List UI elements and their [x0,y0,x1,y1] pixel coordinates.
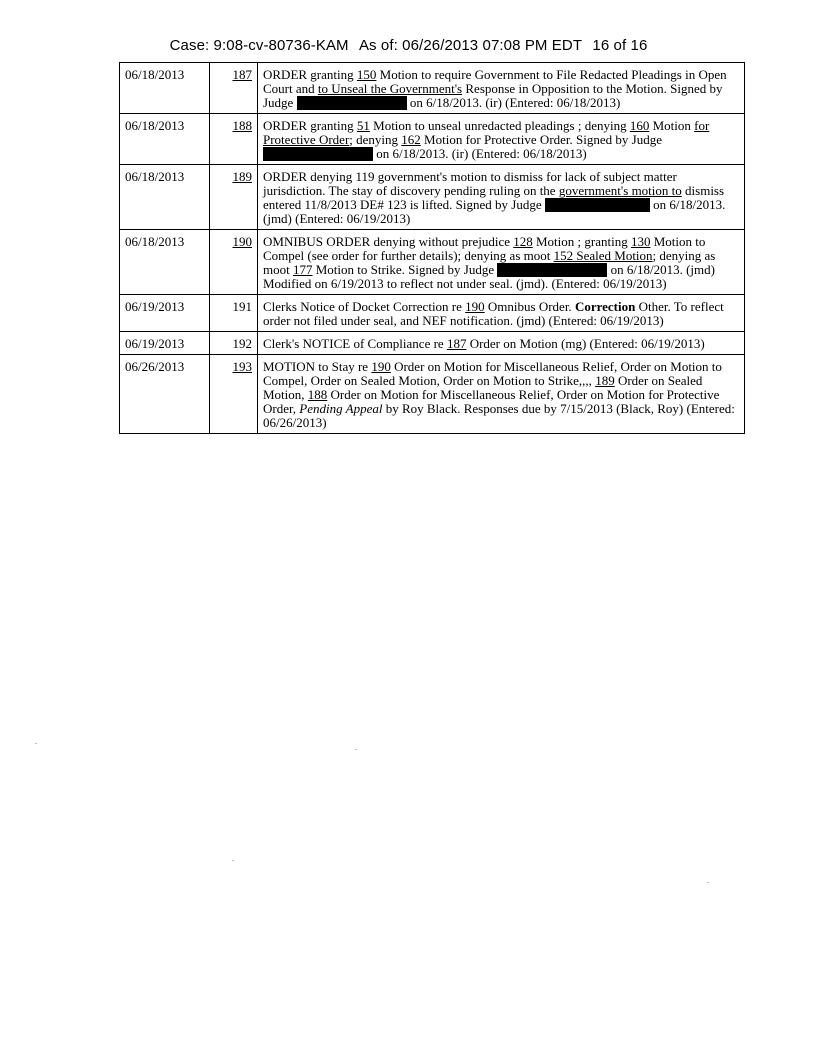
table-row [120,230,745,295]
docket-link[interactable]: 160 [629,118,650,133]
docket-number-link[interactable]: 193 [232,359,252,374]
docket-link[interactable]: 190 [371,359,391,374]
docket-link[interactable]: 150 [356,67,377,82]
entry-date: 06/18/2013 [120,230,210,295]
entry-text: ORDER granting 51 Motion to unseal unredacted pleadings ; denying 160 Motion for Protective Order; denying 162 Motion for Protective Order. Signed by Judge on 6/18/2013. (ir) (Entered: 06/18/2013) [258,114,745,165]
pending-appeal-text: Pending Appeal [299,401,383,416]
docket-link[interactable]: 128 [513,234,533,249]
table-row [120,165,745,230]
as-of-timestamp: As of: 06/26/2013 07:08 PM EDT [358,37,583,54]
redaction-block [497,263,607,277]
entry-text: ORDER granting 150 Motion to require Government to File Redacted Pleadings in Open Court and to Unseal the Government's Response in Opposition to the Motion. Signed by Judge on 6/18/2013. (ir) (Entered: 06/18/2013) [258,63,745,114]
docket-number-link[interactable]: 189 [232,169,252,184]
entry-date: 06/19/2013 [120,295,210,332]
page-header [0,37,817,54]
docket-link[interactable]: 51 [356,118,370,133]
docket-link[interactable]: 187 [446,336,467,351]
table-row [120,332,745,355]
table-row [120,114,745,165]
docket-link[interactable]: government's motion to [558,183,682,198]
docket-link[interactable]: to Unseal the Government's [317,81,463,96]
entry-date: 06/18/2013 [120,165,210,230]
redaction-block [297,96,407,110]
entry-text: OMNIBUS ORDER denying without prejudice 128 Motion ; granting 130 Motion to Compel (see order for further details); denying as moot 152 Sealed Motion; denying as moot 177 Motion to Strike. Signed by Judge on 6/18/2013. (jmd) Modified on 6/19/2013 to reflect not under seal. (jmd). (Entered: 06/19/2013) [258,230,745,295]
scan-speck [35,743,37,744]
docket-link[interactable]: 130 [630,234,651,249]
case-number: Case: 9:08-cv-80736-KAM [169,37,349,54]
docket-link[interactable]: 162 [401,132,421,147]
docket-link[interactable]: 177 [292,262,313,277]
docket-link[interactable]: 190 [465,299,485,314]
docket-link[interactable]: 152 Sealed Motion [553,248,653,263]
docket-table [119,62,745,434]
docket-link[interactable]: 189 [595,373,615,388]
scan-speck [232,860,234,861]
entry-text: MOTION to Stay re 190 Order on Motion for Miscellaneous Relief, Order on Motion to Compel, Order on Sealed Motion, Order on Motion to Strike,,,, 189 Order on Sealed Motion, 188 Order on Motion for Miscellaneous Relief, Order on Motion for Protective Order, Pending Appeal by Roy Black. Responses due by 7/15/2013 (Black, Roy) (Entered: 06/26/2013) [258,355,745,434]
entry-text: Clerk's NOTICE of Compliance re 187 Order on Motion (mg) (Entered: 06/19/2013) [258,332,745,355]
docket-link[interactable]: 188 [307,387,328,402]
docket-link[interactable]: for Protective Order [263,118,710,147]
correction-label: Correction [574,299,636,314]
docket-number: 192 [232,336,252,351]
entry-date: 06/18/2013 [120,63,210,114]
docket-number: 191 [232,299,252,314]
page-number: 16 of 16 [592,37,648,54]
redaction-block [545,198,650,212]
table-row [120,295,745,332]
entry-date: 06/18/2013 [120,114,210,165]
docket-number-link[interactable]: 187 [232,67,252,82]
entry-date: 06/26/2013 [120,355,210,434]
entry-text: Clerks Notice of Docket Correction re 190 Omnibus Order. Correction Other. To reflect order not filed under seal, and NEF notification. (jmd) (Entered: 06/19/2013) [258,295,745,332]
entry-date: 06/19/2013 [120,332,210,355]
scan-speck [355,749,357,750]
docket-number-link[interactable]: 188 [232,118,252,133]
entry-text: ORDER denying 119 government's motion to dismiss for lack of subject matter jurisdiction. The stay of discovery pending ruling on the government's motion to dismiss entered 11/8/2013 DE# 123 is lifted. Signed by Judge on 6/18/2013. (jmd) (Entered: 06/19/2013) [258,165,745,230]
docket-number-link[interactable]: 190 [232,234,252,249]
table-row [120,63,745,114]
redaction-block [263,147,373,161]
scan-speck [707,882,709,883]
table-row [120,355,745,434]
